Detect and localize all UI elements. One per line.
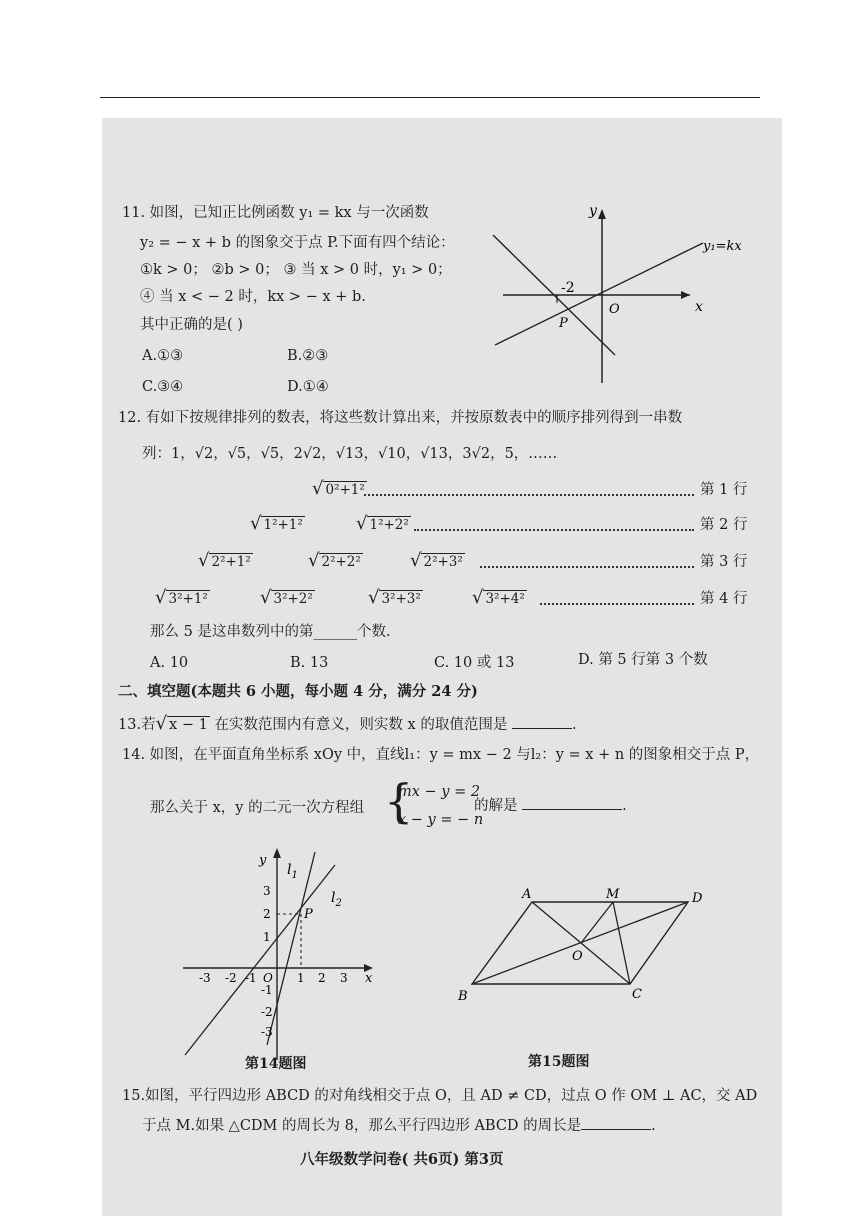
page-footer: 八年级数学问卷( 共6页) 第3页: [300, 1151, 504, 1168]
q14-eq1: mx − y = 2: [398, 784, 481, 800]
q14-l2-label: $l_2$: [331, 890, 342, 909]
q12-question: 那么 5 是这串数列中的第______个数.: [150, 624, 391, 640]
q15-vertex-c: C: [632, 987, 642, 1002]
q15-vertex-b: B: [458, 989, 468, 1004]
q14-tick-y-neg2: -2: [261, 1005, 273, 1019]
q14-line1: 14. 如图，在平面直角坐标系 xOy 中，直线l₁：y = mx − 2 与l₂：y = x + n 的图象相交于点 P，: [122, 747, 760, 763]
q11-option-c: C.③④: [142, 379, 184, 395]
q12-row3-item2: √ 2²+2²: [308, 550, 361, 571]
q12-row2-dots: [414, 527, 694, 531]
q11-line4: ④ 当 x < − 2 时，kx > − x + b.: [140, 289, 366, 305]
q11-graph: [485, 195, 755, 390]
q14-tick-x-neg1: -1: [245, 971, 257, 985]
q14-tick-y-neg3: -3: [261, 1025, 273, 1039]
q12-row3-label: 第 3 行: [700, 554, 748, 570]
q12-row4-item4: √ 3²+4²: [472, 587, 525, 608]
q14-tick-x-3: 3: [340, 971, 348, 985]
q15-vertex-a: A: [522, 887, 532, 902]
q12-row1-dots: [364, 492, 694, 496]
q14-point-p: P: [304, 907, 313, 922]
q14-x-label: x: [365, 971, 373, 986]
q14-tick-y-3: 3: [263, 884, 271, 898]
q14-answer-blank: [522, 809, 622, 810]
q14-l1-label: $l_1$: [287, 862, 298, 881]
q14-tick-x-neg3: -3: [199, 971, 211, 985]
top-rule: [100, 97, 760, 98]
q11-point-p-label: P: [559, 316, 568, 331]
q14-origin: O: [263, 971, 273, 985]
q15-vertex-d: D: [692, 891, 703, 906]
q12-row2-label: 第 2 行: [700, 517, 748, 533]
q12-row4-dots: [540, 601, 694, 605]
q12-row3-item3: √ 2²+3²: [410, 550, 463, 571]
q13-line: 13.若√ x − 1 在实数范围内有意义，则实数 x 的取值范围是 .: [118, 713, 577, 734]
q14-tick-x-neg2: -2: [225, 971, 237, 985]
q12-row1-label: 第 1 行: [700, 482, 748, 498]
q11-option-b: B.②③: [287, 348, 329, 364]
q12-option-a: A. 10: [150, 655, 189, 671]
q14-graph: [175, 840, 385, 1080]
q11-x-label: x: [695, 299, 703, 315]
q15-caption: 第15题图: [528, 1054, 590, 1070]
q12-row3-dots: [480, 564, 694, 568]
q15-line2: 于点 M.如果 △CDM 的周长为 8，那么平行四边形 ABCD 的周长是 .: [142, 1118, 656, 1134]
q12-row4-item1: √ 3²+1²: [155, 587, 208, 608]
q14-eq2: x − y = − n: [398, 812, 484, 828]
q15-point-m: M: [606, 887, 620, 902]
q14-tick-y-1: 1: [263, 930, 271, 944]
q11-line-label: y₁=kx: [703, 239, 742, 254]
q13-answer-blank: [512, 728, 572, 729]
q15-line1: 15.如图，平行四边形 ABCD 的对角线相交于点 O，且 AD ≠ CD，过点 O 作 OM ⊥ AC，交 AD: [122, 1088, 758, 1104]
q12-row2-item1: √ 1²+1²: [250, 513, 303, 534]
q12-row4-item2: √ 3²+2²: [260, 587, 313, 608]
q12-option-d: D. 第 5 行第 3 个数: [578, 652, 708, 668]
q12-line1: 12. 有如下按规律排列的数表，将这些数计算出来，并按原数表中的顺序排列得到一串数: [118, 410, 683, 426]
q11-line5: 其中正确的是( ): [140, 317, 243, 333]
q12-row3-item1: √ 2²+1²: [198, 550, 251, 571]
q11-line3: ①k > 0； ②b > 0； ③ 当 x > 0 时，y₁ > 0；: [140, 262, 452, 278]
q12-option-c: C. 10 或 13: [434, 655, 515, 671]
q12-line2: 列：1，√2，√5，√5，2√2，√13，√10，√13，3√2，5，……: [142, 446, 558, 462]
q15-answer-blank: [581, 1129, 651, 1130]
q12-row4-item3: √ 3²+3²: [368, 587, 421, 608]
q11-line1: 11. 如图，已知正比例函数 y₁ = kx 与一次函数: [122, 205, 429, 221]
q15-figure: [450, 880, 720, 1010]
q12-row1-item1: √ 0²+1²: [312, 478, 365, 499]
q11-option-d: D.①④: [287, 379, 329, 395]
q11-line2: y₂ = − x + b 的图象交于点 P.下面有四个结论：: [140, 235, 455, 251]
q14-caption: 第14题图: [245, 1056, 307, 1072]
q11-option-a: A.①③: [142, 348, 184, 364]
q14-system-pre: 那么关于 x，y 的二元一次方程组: [150, 800, 365, 816]
q14-tick-y-2: 2: [263, 907, 271, 921]
q15-point-o: O: [572, 949, 583, 964]
q14-system-post: 的解是 .: [474, 798, 627, 814]
q12-row2-item2: √ 1²+2²: [356, 513, 409, 534]
q14-y-label: y: [259, 853, 267, 868]
q14-brace: {: [384, 774, 414, 828]
q12-row4-label: 第 4 行: [700, 591, 748, 607]
q11-origin-label: O: [609, 302, 620, 317]
q14-tick-y-neg1: -1: [261, 983, 273, 997]
section-heading: 二、填空题(本题共 6 小题，每小题 4 分，满分 24 分): [118, 683, 478, 700]
q11-neg2-label: -2: [561, 280, 575, 296]
q14-tick-x-2: 2: [318, 971, 326, 985]
q14-tick-x-1: 1: [297, 971, 305, 985]
q11-y-label: y: [589, 203, 597, 219]
q12-option-b: B. 13: [290, 655, 329, 671]
